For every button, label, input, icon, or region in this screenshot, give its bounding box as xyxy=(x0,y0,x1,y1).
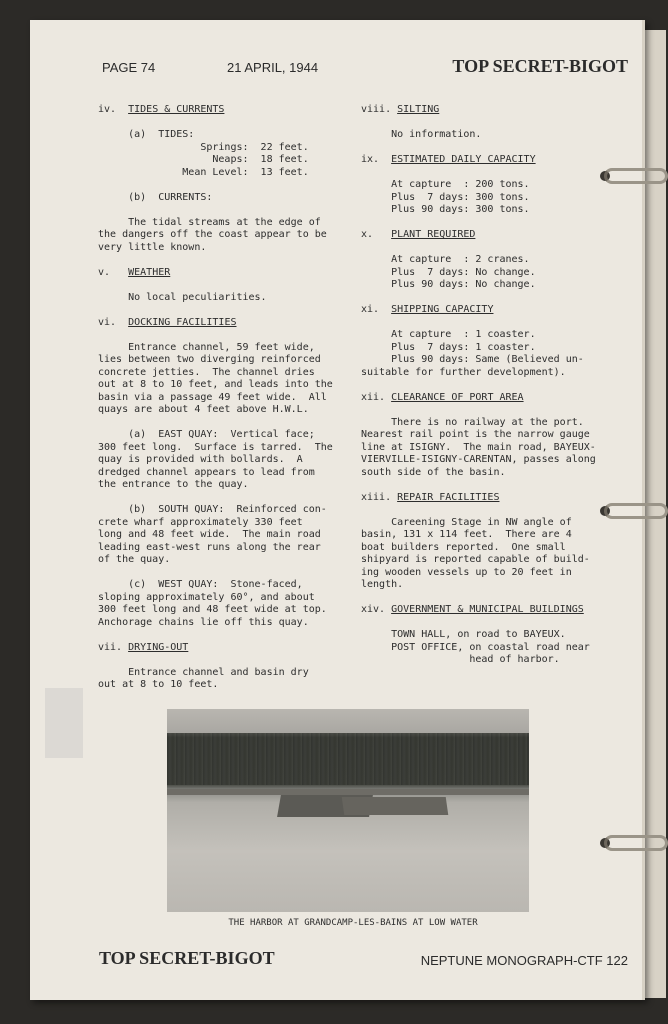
line-text: v. xyxy=(98,266,129,278)
text-line xyxy=(361,179,596,192)
photo-caption: THE HARBOR AT GRANDCAMP-LES-BAINS AT LOW WATER xyxy=(228,918,478,928)
line-text: Plus 90 days: 300 tons. xyxy=(361,204,530,215)
line-text: x. xyxy=(361,229,392,240)
text-line xyxy=(361,354,596,367)
line-text: quay is provided with bollards. A xyxy=(98,454,303,465)
text-line xyxy=(361,367,596,380)
text-line xyxy=(98,254,333,267)
text-line xyxy=(98,367,333,380)
text-line xyxy=(98,167,333,180)
line-text: the entrance to the quay. xyxy=(98,479,249,490)
line-text: xii. xyxy=(361,391,392,403)
text-line xyxy=(98,354,333,367)
line-text: basin via a passage 49 feet wide. All xyxy=(98,391,327,403)
text-line xyxy=(98,329,333,342)
line-text: vi. xyxy=(98,316,129,328)
text-line xyxy=(98,267,333,280)
section-heading: TIDES & CURRENTS xyxy=(128,104,225,115)
text-line xyxy=(361,454,596,467)
binder-ring-middle xyxy=(604,503,668,519)
text-line xyxy=(98,554,333,567)
text-line xyxy=(98,292,333,305)
page-date: 21 APRIL, 1944 xyxy=(227,60,319,75)
line-text: (a) TIDES: xyxy=(98,129,195,140)
text-line xyxy=(361,529,596,542)
text-line xyxy=(98,492,333,505)
text-line xyxy=(98,154,333,167)
text-line xyxy=(361,142,596,155)
page-stain xyxy=(45,688,83,758)
text-line xyxy=(361,279,596,292)
line-text: crete wharf approximately 330 feet xyxy=(98,516,303,528)
text-line xyxy=(361,592,596,605)
page-header xyxy=(102,58,628,80)
text-line xyxy=(98,129,333,142)
text-line xyxy=(361,517,596,530)
line-text: shipyard is reported capable of build- xyxy=(361,554,590,565)
line-text: xiv. xyxy=(361,604,392,615)
text-line xyxy=(98,342,333,355)
text-line xyxy=(361,129,596,142)
line-text: At capture : 1 coaster. xyxy=(361,329,536,340)
text-line xyxy=(98,604,333,617)
text-line xyxy=(98,279,333,292)
photo-treeline xyxy=(167,733,529,785)
line-text: long and 48 feet wide. The main road xyxy=(98,529,321,540)
line-text: (b) CURRENTS: xyxy=(98,191,213,203)
line-text: out at 8 to 10 feet, and leads into the xyxy=(98,379,333,390)
line-text: Plus 7 days: No change. xyxy=(361,266,536,278)
text-line xyxy=(361,254,596,267)
line-text: basin, 131 x 114 feet. There are 4 xyxy=(361,529,572,540)
text-line xyxy=(98,642,333,655)
line-text: concrete jetties. The channel dries xyxy=(98,366,315,378)
text-line xyxy=(98,479,333,492)
text-line xyxy=(361,504,596,517)
text-line xyxy=(361,242,596,255)
line-text: Plus 90 days: Same (Believed un- xyxy=(361,354,584,365)
section-heading: PLANT REQUIRED xyxy=(391,229,476,240)
line-text: At capture : 2 cranes. xyxy=(361,254,530,265)
line-text: No information. xyxy=(361,129,482,140)
text-line xyxy=(98,217,333,230)
line-text: 300 feet long and 48 feet wide at top. xyxy=(98,604,327,615)
text-line xyxy=(98,667,333,680)
text-line xyxy=(98,317,333,330)
text-line xyxy=(98,429,333,442)
line-text: Plus 7 days: 1 coaster. xyxy=(361,341,536,353)
text-line xyxy=(361,117,596,130)
line-text: of the quay. xyxy=(98,554,171,565)
text-line xyxy=(98,542,333,555)
line-text: Anchorage chains lie off this quay. xyxy=(98,616,309,628)
right-text-column xyxy=(361,104,596,667)
text-line xyxy=(98,242,333,255)
line-text: (a) EAST QUAY: Vertical face; xyxy=(98,429,315,440)
text-line xyxy=(361,654,596,667)
binder-ring-top xyxy=(604,168,668,184)
text-line xyxy=(361,304,596,317)
text-line xyxy=(98,304,333,317)
line-text: (b) SOUTH QUAY: Reinforced con- xyxy=(98,504,327,515)
line-text: Springs: 22 feet. xyxy=(98,141,309,153)
header-classification: TOP SECRET-BIGOT xyxy=(452,56,628,76)
text-line xyxy=(361,417,596,430)
text-line xyxy=(98,454,333,467)
section-heading: REPAIR FACILITIES xyxy=(397,491,500,503)
line-text: viii. xyxy=(361,104,398,115)
text-line xyxy=(361,642,596,655)
line-text: Neaps: 18 feet. xyxy=(98,154,309,165)
text-line xyxy=(361,217,596,230)
line-text: (c) WEST QUAY: Stone-faced, xyxy=(98,579,303,590)
text-line xyxy=(361,617,596,630)
section-heading: SILTING xyxy=(397,104,440,115)
text-line xyxy=(361,467,596,480)
line-text: POST OFFICE, on coastal road near xyxy=(361,641,590,653)
text-line xyxy=(98,417,333,430)
text-line xyxy=(98,504,333,517)
text-line xyxy=(98,229,333,242)
section-heading: WEATHER xyxy=(128,266,171,278)
text-line xyxy=(98,142,333,155)
footer-document-name: NEPTUNE MONOGRAPH-CTF 122 xyxy=(420,953,628,968)
text-line xyxy=(361,554,596,567)
text-line xyxy=(361,392,596,405)
line-text: Entrance channel and basin dry xyxy=(98,666,309,678)
text-line xyxy=(98,379,333,392)
text-line xyxy=(98,442,333,455)
text-line xyxy=(361,404,596,417)
line-text: Plus 7 days: 300 tons. xyxy=(361,191,530,203)
line-text: At capture : 200 tons. xyxy=(361,179,530,190)
text-line xyxy=(98,567,333,580)
line-text: TOWN HALL, on road to BAYEUX. xyxy=(361,629,566,640)
line-text: dredged channel appears to lead from xyxy=(98,466,315,478)
text-line xyxy=(361,267,596,280)
line-text: south side of the basin. xyxy=(361,466,506,478)
text-line xyxy=(361,629,596,642)
text-line xyxy=(98,179,333,192)
line-text: Careening Stage in NW angle of xyxy=(361,516,572,528)
line-text: vii. xyxy=(98,641,129,653)
text-line xyxy=(98,679,333,692)
text-line xyxy=(361,567,596,580)
line-text: leading east-west runs along the rear xyxy=(98,541,321,553)
line-text: Entrance channel, 59 feet wide, xyxy=(98,341,315,353)
text-line xyxy=(98,104,333,117)
binder-ring-bottom xyxy=(604,835,668,851)
text-line xyxy=(361,492,596,505)
text-line xyxy=(98,467,333,480)
text-line xyxy=(361,204,596,217)
left-text-column xyxy=(98,104,333,692)
line-text: 300 feet long. Surface is tarred. The xyxy=(98,441,333,453)
text-line xyxy=(361,154,596,167)
line-text: There is no railway at the port. xyxy=(361,416,584,428)
line-text: No local peculiarities. xyxy=(98,291,267,303)
text-line xyxy=(98,404,333,417)
footer-classification: TOP SECRET-BIGOT xyxy=(99,948,275,968)
line-text: xiii. xyxy=(361,491,398,503)
line-text: out at 8 to 10 feet. xyxy=(98,679,219,690)
line-text: line at ISIGNY. The main road, BAYEUX- xyxy=(361,441,596,453)
text-line xyxy=(361,192,596,205)
section-heading: GOVERNMENT & MUNICIPAL BUILDINGS xyxy=(391,604,584,615)
line-text: quays are about 4 feet above H.W.L. xyxy=(98,404,309,415)
text-line xyxy=(98,204,333,217)
line-text: lies between two diverging reinforced xyxy=(98,354,321,365)
line-text: sloping approximately 60°, and about xyxy=(98,591,315,603)
line-text: very little known. xyxy=(98,241,207,253)
section-heading: DRYING-OUT xyxy=(128,641,189,653)
text-line xyxy=(361,317,596,330)
text-line xyxy=(361,104,596,117)
section-heading: CLEARANCE OF PORT AREA xyxy=(391,391,524,403)
line-text: boat builders reported. One small xyxy=(361,541,566,553)
text-line xyxy=(361,379,596,392)
line-text: Mean Level: 13 feet. xyxy=(98,166,309,178)
text-line xyxy=(98,192,333,205)
section-heading: SHIPPING CAPACITY xyxy=(391,304,494,315)
text-line xyxy=(361,229,596,242)
section-heading: ESTIMATED DAILY CAPACITY xyxy=(391,154,536,165)
line-text: The tidal streams at the edge of xyxy=(98,216,321,228)
text-line xyxy=(361,604,596,617)
line-text: xi. xyxy=(361,304,392,315)
text-line xyxy=(98,529,333,542)
text-line xyxy=(361,479,596,492)
text-line xyxy=(98,617,333,630)
text-line xyxy=(98,579,333,592)
line-text: ix. xyxy=(361,154,392,165)
line-text: head of harbor. xyxy=(361,654,560,665)
text-line xyxy=(361,329,596,342)
text-line xyxy=(98,517,333,530)
text-line xyxy=(361,579,596,592)
text-line xyxy=(361,292,596,305)
text-line xyxy=(98,392,333,405)
text-line xyxy=(361,542,596,555)
text-line xyxy=(98,117,333,130)
line-text: length. xyxy=(361,579,404,590)
page-number: PAGE 74 xyxy=(102,60,156,75)
text-line xyxy=(98,629,333,642)
text-line xyxy=(98,592,333,605)
line-text: Nearest rail point is the narrow gauge xyxy=(361,429,590,440)
line-text: ing wooden vessels up to 20 feet in xyxy=(361,566,572,578)
text-line xyxy=(361,342,596,355)
text-line xyxy=(361,167,596,180)
photo-jetty-right xyxy=(342,797,449,815)
line-text: suitable for further development). xyxy=(361,366,566,378)
line-text: the dangers off the coast appear to be xyxy=(98,229,327,240)
text-line xyxy=(98,654,333,667)
line-text: Plus 90 days: No change. xyxy=(361,279,536,290)
text-line xyxy=(361,442,596,455)
line-text: VIERVILLE-ISIGNY-CARENTAN, passes along xyxy=(361,454,596,465)
text-line xyxy=(361,429,596,442)
harbor-photo xyxy=(167,709,529,912)
line-text: iv. xyxy=(98,104,129,115)
section-heading: DOCKING FACILITIES xyxy=(128,316,237,328)
